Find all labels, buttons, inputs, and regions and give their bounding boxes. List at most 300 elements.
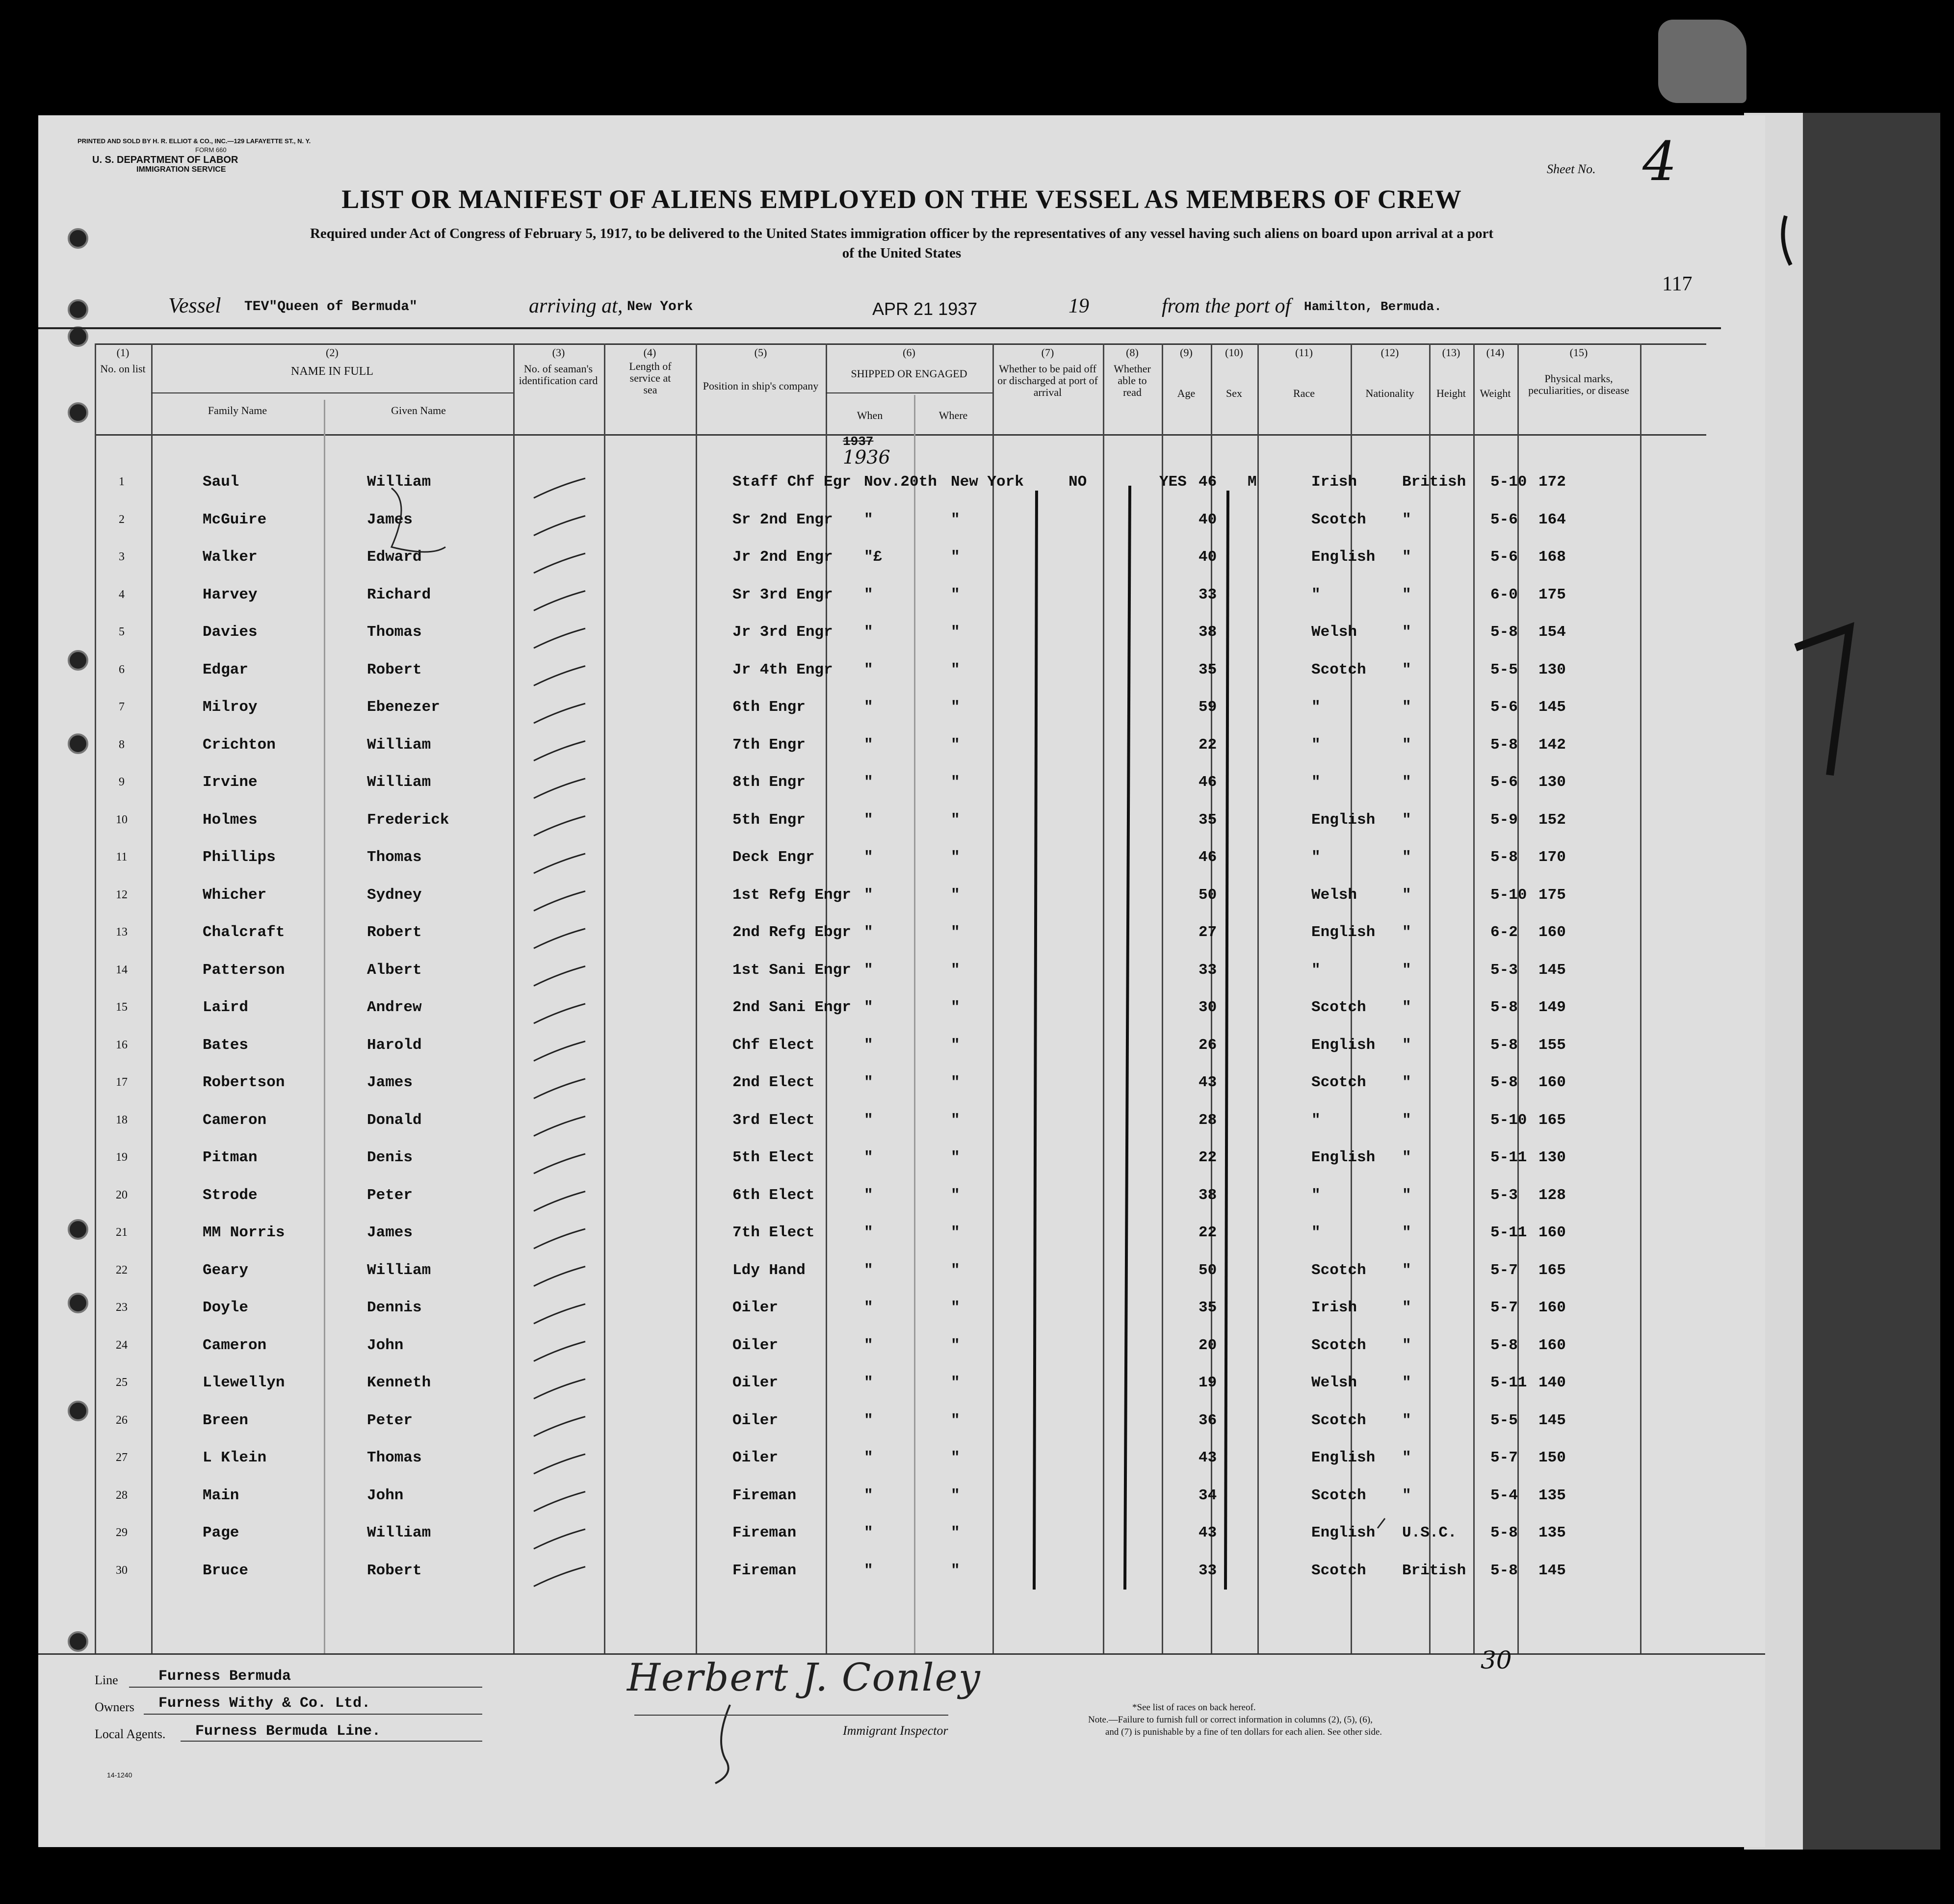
- sheet-label: Sheet No.: [1547, 162, 1596, 176]
- margin-pen-marks: [1776, 196, 1913, 834]
- weight-cell: 175: [1538, 586, 1566, 603]
- agents-value: Furness Bermuda Line.: [195, 1723, 381, 1740]
- nationality-cell: ": [1402, 624, 1411, 641]
- race-cell: Irish: [1311, 1299, 1357, 1316]
- id-card-check-mark: [534, 1079, 585, 1098]
- age-cell: 22: [1198, 736, 1217, 754]
- id-card-check-mark: [534, 704, 585, 723]
- shipped-where-cell: ": [951, 849, 960, 866]
- id-card-check-mark: [534, 1229, 585, 1249]
- id-card-check-mark: [534, 1267, 585, 1286]
- shipped-when-cell: ": [864, 661, 873, 678]
- nationality-cell: ": [1402, 999, 1411, 1016]
- age-cell: 26: [1198, 1036, 1217, 1054]
- race-cell: Irish: [1311, 473, 1357, 491]
- id-card-check-mark: [534, 1042, 585, 1061]
- age-cell: 35: [1198, 661, 1217, 678]
- race-cell: Scotch: [1311, 1487, 1366, 1504]
- row-number-cell: 29: [116, 1526, 128, 1539]
- age-cell: 38: [1198, 1186, 1217, 1204]
- col15-header: Physical marks, peculiarities, or disease: [1528, 372, 1629, 396]
- position-cell: 5th Elect: [732, 1149, 815, 1166]
- row-number-cell: 14: [116, 963, 128, 976]
- weight-cell: 135: [1538, 1524, 1566, 1541]
- note-fine-2: and (7) is punishable by a fine of ten dollars for each alien. See other side.: [1105, 1727, 1382, 1737]
- col6-num: (6): [903, 346, 915, 359]
- nationality-cell: ": [1402, 699, 1411, 716]
- manifest-sheet: [38, 115, 1765, 1847]
- age-cell: 22: [1198, 1149, 1217, 1166]
- family-name-cell: Bruce: [203, 1562, 249, 1579]
- col14-num: (14): [1486, 346, 1505, 359]
- col6a-header: When: [857, 409, 883, 421]
- id-card-check-mark: [534, 1342, 585, 1361]
- given-name-cell: Thomas: [367, 624, 422, 641]
- age-cell: 43: [1198, 1449, 1217, 1466]
- shipped-where-cell: ": [951, 1562, 960, 1579]
- family-name-cell: Cameron: [203, 1336, 267, 1354]
- family-name-cell: Laird: [203, 999, 249, 1016]
- race-cell: English: [1311, 1036, 1376, 1054]
- race-cell: ": [1311, 1111, 1321, 1129]
- from-port: Hamilton, Bermuda.: [1304, 299, 1442, 314]
- race-cell: Scotch: [1311, 511, 1366, 528]
- height-cell: 5-7: [1490, 1449, 1518, 1466]
- shipped-where-cell: ": [951, 1036, 960, 1054]
- height-cell: 5-3: [1490, 1186, 1518, 1204]
- weight-cell: 128: [1538, 1186, 1566, 1204]
- nationality-cell: ": [1402, 548, 1411, 566]
- shipped-where-cell: ": [951, 1487, 960, 1504]
- shipped-where-cell: ": [951, 1411, 960, 1429]
- position-cell: Fireman: [732, 1524, 797, 1541]
- inspector-label: Immigrant Inspector: [843, 1723, 948, 1738]
- nationality-cell: U.S.C.: [1402, 1524, 1457, 1541]
- position-cell: Oiler: [732, 1336, 779, 1354]
- position-cell: Jr 4th Engr: [732, 661, 833, 678]
- row-number-cell: 17: [116, 1076, 128, 1089]
- position-cell: Ldy Hand: [732, 1261, 806, 1279]
- race-cell: English: [1311, 1149, 1376, 1166]
- shipped-where-cell: ": [951, 548, 960, 566]
- col3-num: (3): [552, 346, 565, 359]
- shipped-where-cell: ": [951, 1186, 960, 1204]
- race-cell: Scotch: [1311, 1336, 1366, 1354]
- shipped-where-cell: ": [951, 699, 960, 716]
- id-card-check-mark: [534, 1004, 585, 1023]
- shipped-where-cell: ": [951, 886, 960, 904]
- service-name: IMMIGRATION SERVICE: [136, 165, 226, 174]
- col5-header: Position in ship's company: [703, 380, 819, 392]
- shipped-when-cell: ": [864, 1074, 873, 1091]
- position-cell: Deck Engr: [732, 849, 815, 866]
- family-name-cell: Walker: [203, 548, 258, 566]
- race-cell: ": [1311, 736, 1321, 754]
- family-name-cell: Cameron: [203, 1111, 267, 1129]
- row-number-cell: 28: [116, 1488, 128, 1502]
- nationality-cell: ": [1402, 1449, 1411, 1466]
- sheet-number: 4: [1642, 130, 1677, 193]
- col2a-header: Family Name: [208, 404, 267, 417]
- family-name-cell: Pitman: [203, 1149, 258, 1166]
- ditto-line-read: [1125, 486, 1130, 1590]
- row-number-cell: 12: [116, 888, 128, 901]
- family-name-cell: MM Norris: [203, 1224, 285, 1241]
- nationality-cell: British: [1402, 1562, 1466, 1579]
- weight-cell: 160: [1538, 1224, 1566, 1241]
- id-card-check-mark: [534, 1117, 585, 1136]
- shipped-where-cell: ": [951, 624, 960, 641]
- age-cell: 33: [1198, 961, 1217, 979]
- col12-header: Nationality: [1365, 387, 1414, 399]
- position-cell: 6th Elect: [732, 1186, 815, 1204]
- total-count: 30: [1481, 1646, 1512, 1674]
- family-name-cell: Strode: [203, 1186, 258, 1204]
- nationality-cell: ": [1402, 1374, 1411, 1391]
- age-cell: 59: [1198, 699, 1217, 716]
- nationality-cell: ": [1402, 924, 1411, 941]
- race-cell: English: [1311, 548, 1376, 566]
- given-name-cell: James: [367, 511, 413, 528]
- nationality-cell: ": [1402, 511, 1411, 528]
- shipped-when-cell: ": [864, 811, 873, 829]
- race-cell: ": [1311, 1186, 1321, 1204]
- row-number-cell: 16: [116, 1038, 128, 1051]
- col14-header: Weight: [1480, 387, 1511, 399]
- age-cell: 46: [1198, 849, 1217, 866]
- ditto-line-paid: [1034, 491, 1037, 1590]
- id-card-check-mark: [534, 1379, 585, 1399]
- vessel-label: Vessel: [168, 293, 221, 317]
- weight-cell: 154: [1538, 624, 1566, 641]
- position-cell: Fireman: [732, 1487, 797, 1504]
- race-cell: English: [1311, 811, 1376, 829]
- shipped-where-cell: ": [951, 811, 960, 829]
- race-cell: Scotch: [1311, 1074, 1366, 1091]
- id-card-check-mark: [534, 854, 585, 873]
- height-cell: 5-8: [1490, 1074, 1518, 1091]
- row-number-cell: 20: [116, 1188, 128, 1201]
- row-number-cell: 13: [116, 926, 128, 939]
- row-number-cell: 5: [119, 626, 125, 638]
- race-cell: English: [1311, 1524, 1376, 1541]
- age-cell: 33: [1198, 586, 1217, 603]
- weight-cell: 145: [1538, 961, 1566, 979]
- weight-cell: 140: [1538, 1374, 1566, 1391]
- col5-num: (5): [754, 346, 767, 359]
- shipped-when-cell: ": [864, 1149, 873, 1166]
- col1-num: (1): [116, 346, 130, 359]
- row-number-cell: 11: [116, 851, 128, 863]
- weight-cell: 168: [1538, 548, 1566, 566]
- shipped-where-cell: ": [951, 1374, 960, 1391]
- family-name-cell: Holmes: [203, 811, 258, 829]
- shipped-where-cell: ": [951, 999, 960, 1016]
- position-cell: Oiler: [732, 1449, 779, 1466]
- row-number-cell: 1: [119, 475, 125, 488]
- row-number-cell: 8: [119, 738, 125, 751]
- shipped-where-cell: ": [951, 586, 960, 603]
- id-card-check-mark: [534, 816, 585, 836]
- nationality-cell: ": [1402, 811, 1411, 829]
- position-cell: 5th Engr: [732, 811, 806, 829]
- weight-cell: 175: [1538, 886, 1566, 904]
- nationality-cell: ": [1402, 1336, 1411, 1354]
- row-number-cell: 15: [116, 1001, 128, 1014]
- col4-num: (4): [643, 346, 656, 359]
- shipped-when-cell: ": [864, 511, 873, 528]
- arriving-label: arriving at,: [529, 295, 623, 317]
- shipped-when-cell: ": [864, 1524, 873, 1541]
- height-cell: 5-8: [1490, 736, 1518, 754]
- height-cell: 5-8: [1490, 624, 1518, 641]
- race-cell: Welsh: [1311, 886, 1357, 904]
- row-number-cell: 24: [116, 1338, 128, 1352]
- nationality-cell: ": [1402, 661, 1411, 678]
- age-cell: 43: [1198, 1074, 1217, 1091]
- shipped-where-cell: ": [951, 1524, 960, 1541]
- race-cell: ": [1311, 699, 1321, 716]
- given-name-cell: Peter: [367, 1186, 413, 1204]
- row-number-cell: 9: [119, 776, 125, 788]
- col9-num: (9): [1180, 346, 1193, 359]
- id-card-check-mark: [534, 966, 585, 986]
- weight-cell: 145: [1538, 1411, 1566, 1429]
- given-name-cell: Thomas: [367, 1449, 422, 1466]
- id-card-check-mark: [534, 516, 585, 536]
- row-number-cell: 7: [119, 701, 125, 713]
- check-mark: [1378, 1518, 1385, 1528]
- age-cell: 33: [1198, 1562, 1217, 1579]
- age-cell: 35: [1198, 811, 1217, 829]
- position-cell: Jr 2nd Engr: [732, 548, 833, 566]
- col6b-header: Where: [938, 409, 968, 421]
- height-cell: 5-8: [1490, 1036, 1518, 1054]
- age-cell: 38: [1198, 624, 1217, 641]
- col10-num: (10): [1225, 346, 1243, 359]
- shipped-when-cell: ": [864, 849, 873, 866]
- age-cell: 36: [1198, 1411, 1217, 1429]
- given-name-cell: Kenneth: [367, 1374, 431, 1391]
- age-cell: 46: [1198, 473, 1217, 491]
- shipped-when-cell: ": [864, 1036, 873, 1054]
- given-name-cell: Andrew: [367, 999, 422, 1016]
- weight-cell: 150: [1538, 1449, 1566, 1466]
- nationality-cell: ": [1402, 1186, 1411, 1204]
- nationality-cell: ": [1402, 1261, 1411, 1279]
- nationality-cell: ": [1402, 1224, 1411, 1241]
- race-cell: ": [1311, 1224, 1321, 1241]
- bracket-mark: [391, 488, 445, 552]
- line-underline: [129, 1687, 482, 1688]
- family-name-cell: Phillips: [203, 849, 276, 866]
- year-label: 19: [1068, 295, 1089, 317]
- age-cell: 50: [1198, 1261, 1217, 1279]
- age-cell: 46: [1198, 774, 1217, 791]
- family-name-cell: Irvine: [203, 774, 258, 791]
- position-cell: Jr 3rd Engr: [732, 624, 833, 641]
- family-name-cell: Milroy: [203, 699, 258, 716]
- family-name-cell: Doyle: [203, 1299, 249, 1316]
- given-name-cell: Sydney: [367, 886, 422, 904]
- family-name-cell: Llewellyn: [203, 1374, 285, 1391]
- family-name-cell: McGuire: [203, 511, 267, 528]
- given-name-cell: William: [367, 774, 431, 791]
- weight-cell: 145: [1538, 1562, 1566, 1579]
- given-name-cell: John: [367, 1487, 404, 1504]
- nationality-cell: ": [1402, 886, 1411, 904]
- family-name-cell: Breen: [203, 1411, 249, 1429]
- height-cell: 5-6: [1490, 774, 1518, 791]
- note-races: *See list of races on back hereof.: [1132, 1702, 1256, 1713]
- row-number-cell: 3: [119, 550, 125, 563]
- shipped-when-cell: Nov.20th: [864, 473, 937, 491]
- id-card-check-mark: [534, 891, 585, 911]
- family-name-cell: Whicher: [203, 886, 267, 904]
- shipped-when-cell: ": [864, 961, 873, 979]
- nationality-cell: ": [1402, 1487, 1411, 1504]
- family-name-cell: Robertson: [203, 1074, 285, 1091]
- weight-cell: 165: [1538, 1111, 1566, 1129]
- given-name-cell: Albert: [367, 961, 422, 979]
- shipped-when-cell: ": [864, 1186, 873, 1204]
- col11-header: Race: [1293, 387, 1315, 399]
- shipped-where-cell: New York: [951, 473, 1024, 491]
- id-card-check-mark: [534, 741, 585, 761]
- position-cell: 1st Refg Engr: [732, 886, 851, 904]
- weight-cell: 145: [1538, 699, 1566, 716]
- nationality-cell: ": [1402, 736, 1411, 754]
- weight-cell: 130: [1538, 661, 1566, 678]
- weight-cell: 160: [1538, 1336, 1566, 1354]
- position-cell: 2nd Elect: [732, 1074, 815, 1091]
- position-cell: Chf Elect: [732, 1036, 815, 1054]
- col8-num: (8): [1126, 346, 1139, 359]
- nationality-cell: ": [1402, 1299, 1411, 1316]
- family-name-cell: Davies: [203, 624, 258, 641]
- weight-cell: 135: [1538, 1487, 1566, 1504]
- family-name-cell: Main: [203, 1487, 239, 1504]
- weight-cell: 142: [1538, 736, 1566, 754]
- col15-num: (15): [1569, 346, 1588, 359]
- family-name-cell: Patterson: [203, 961, 285, 979]
- height-cell: 5-11: [1490, 1374, 1527, 1391]
- position-cell: 6th Engr: [732, 699, 806, 716]
- height-cell: 5-8: [1490, 1562, 1518, 1579]
- age-cell: 40: [1198, 548, 1217, 566]
- weight-cell: 172: [1538, 473, 1566, 491]
- page-title: LIST OR MANIFEST OF ALIENS EMPLOYED ON THE VESSEL AS MEMBERS OF CREW: [341, 184, 1462, 214]
- id-card-check-mark: [534, 478, 585, 498]
- given-name-cell: Dennis: [367, 1299, 422, 1316]
- row-number-cell: 22: [116, 1263, 128, 1277]
- age-cell: 34: [1198, 1487, 1217, 1504]
- height-cell: 5-8: [1490, 849, 1518, 866]
- given-name-cell: Frederick: [367, 811, 449, 829]
- corrected-year: 1936: [843, 446, 890, 468]
- weight-cell: 152: [1538, 811, 1566, 829]
- weight-cell: 149: [1538, 999, 1566, 1016]
- position-cell: 1st Sani Engr: [732, 961, 851, 979]
- position-cell: Oiler: [732, 1374, 779, 1391]
- inspector-signature: Herbert J. Conley: [627, 1656, 981, 1700]
- shipped-when-cell: ": [864, 1562, 873, 1579]
- shipped-when-cell: ": [864, 1111, 873, 1129]
- position-cell: 7th Elect: [732, 1224, 815, 1241]
- position-cell: Oiler: [732, 1299, 779, 1316]
- position-cell: Sr 3rd Engr: [732, 586, 833, 603]
- signature-underline: [634, 1715, 948, 1716]
- shipped-when-cell: ": [864, 586, 873, 603]
- given-name-cell: William: [367, 1261, 431, 1279]
- from-port-label: from the port of: [1162, 295, 1291, 317]
- shipped-when-cell: ": [864, 1487, 873, 1504]
- height-cell: 5-10: [1490, 886, 1527, 904]
- id-card-check-mark: [534, 1304, 585, 1324]
- family-name-cell: L Klein: [203, 1449, 267, 1466]
- nationality-cell: ": [1402, 1149, 1411, 1166]
- row-number-cell: 21: [116, 1226, 128, 1239]
- given-name-cell: John: [367, 1336, 404, 1354]
- height-cell: 5-10: [1490, 473, 1527, 491]
- given-name-cell: William: [367, 473, 431, 491]
- race-cell: ": [1311, 586, 1321, 603]
- shipped-where-cell: ": [951, 736, 960, 754]
- col7-header: Whether to be paid off or discharged at port of arrival: [997, 363, 1098, 398]
- height-cell: 5-6: [1490, 511, 1518, 528]
- age-cell: 19: [1198, 1374, 1217, 1391]
- shipped-where-cell: ": [951, 924, 960, 941]
- page-subtitle-2: of the United States: [842, 245, 962, 261]
- height-cell: 5-11: [1490, 1224, 1527, 1241]
- family-name-cell: Chalcraft: [203, 924, 285, 941]
- weight-cell: 164: [1538, 511, 1566, 528]
- form-number: FORM 660: [195, 146, 227, 154]
- shipped-when-cell: ": [864, 924, 873, 941]
- row-number-cell: 26: [116, 1413, 128, 1427]
- race-cell: Welsh: [1311, 624, 1357, 641]
- height-cell: 5-7: [1490, 1261, 1518, 1279]
- shipped-when-cell: ": [864, 1299, 873, 1316]
- nationality-cell: ": [1402, 961, 1411, 979]
- given-name-cell: Richard: [367, 586, 431, 603]
- nationality-cell: ": [1402, 1036, 1411, 1054]
- shipped-when-cell: ": [864, 736, 873, 754]
- line-label: Line: [95, 1673, 118, 1687]
- given-name-cell: Robert: [367, 924, 422, 941]
- race-cell: Scotch: [1311, 661, 1366, 678]
- able-to-read-cell: YES: [1159, 473, 1187, 491]
- race-cell: ": [1311, 849, 1321, 866]
- given-name-cell: Donald: [367, 1111, 422, 1129]
- printer-line: PRINTED AND SOLD BY H. R. ELLIOT & CO., INC.—129 LAFAYETTE ST., N. Y.: [78, 137, 311, 145]
- age-cell: 35: [1198, 1299, 1217, 1316]
- height-cell: 5-6: [1490, 548, 1518, 566]
- height-cell: 5-10: [1490, 1111, 1527, 1129]
- family-name-cell: Geary: [203, 1261, 249, 1279]
- race-cell: English: [1311, 924, 1376, 941]
- row-number-cell: 18: [116, 1113, 128, 1126]
- given-name-cell: Peter: [367, 1411, 413, 1429]
- id-card-check-mark: [534, 1154, 585, 1174]
- weight-cell: 155: [1538, 1036, 1566, 1054]
- id-card-check-mark: [534, 1192, 585, 1211]
- position-cell: 7th Engr: [732, 736, 806, 754]
- given-name-cell: William: [367, 1524, 431, 1541]
- col7-num: (7): [1041, 346, 1054, 359]
- col8-header: Whether able to read: [1114, 363, 1151, 398]
- race-cell: Welsh: [1311, 1374, 1357, 1391]
